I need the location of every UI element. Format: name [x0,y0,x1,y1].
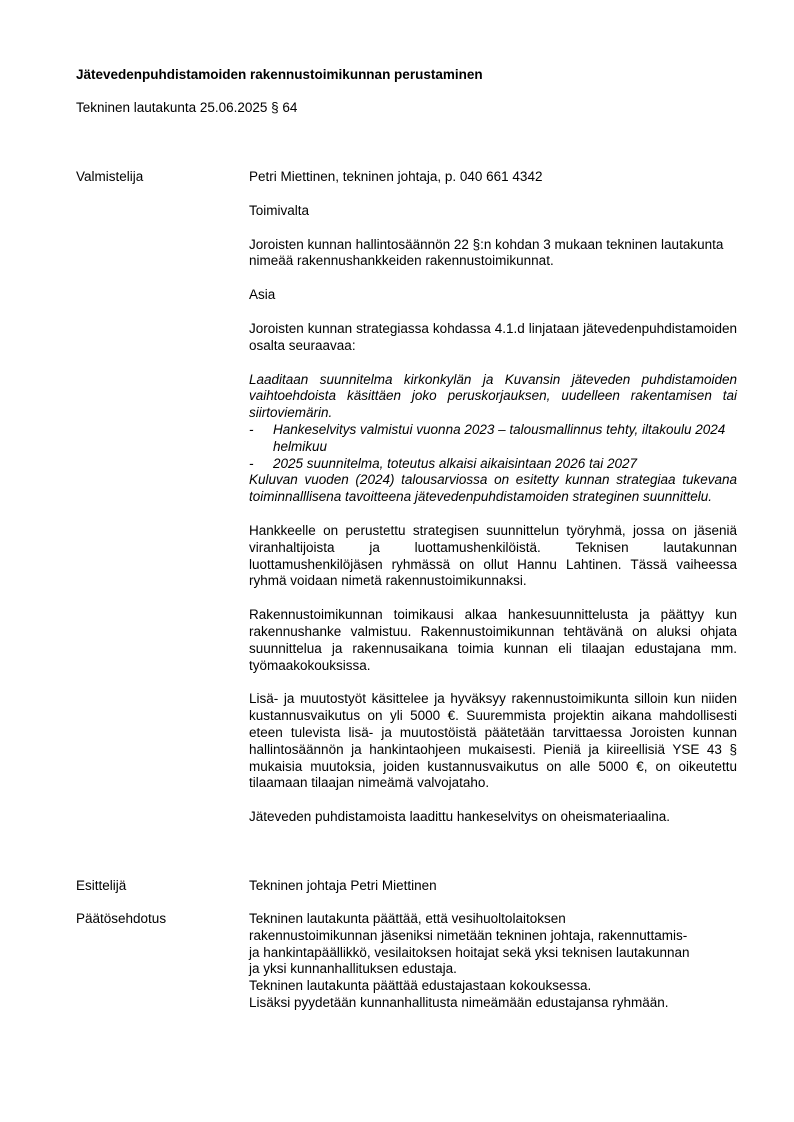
asia-paragraph-4: Jäteveden puhdistamoista laadittu hankeselvitys on oheismateriaalina. [249,809,671,825]
asia-paragraph-1: Hankkeelle on perustettu strategisen suunnittelun työryhmä, jossa on jäseniä viranhaltijoista ja luottamushenkilöistä. Teknisen lautakunnan luottamushenkilöjäsen ryhmässä on ollut Hannu Lahtinen. Tässä vaiheessa ryhmä voidaan nimetä rakennustoimikunnaksi. [249,522,737,589]
quote-bullet-2 [249,456,737,473]
strategy-quote-tail: Kuluvan vuoden (2024) talousarviossa on esitetty kunnan strategiaa tukevana toiminnalllisena tavoitteena jätevedenpuhdistamoiden strateginen suunnittelu. [249,472,737,505]
bullet-marker: - [249,455,254,471]
asia-paragraph-2: Rakennustoimikunnan toimikausi alkaa hankesuunnittelusta ja päättyy kun rakennushanke valmistuu. Rakennustoimikunnan tehtävänä on aluksi ohjata suunnittelua ja rakennusaikana toimia kunnan eli tilaajan edustajana mm. työmaakokouksissa. [249,607,737,673]
valmistelija-value: Petri Miettinen, tekninen johtaja, p. 040 661 4342 [249,169,543,184]
document-title: Jätevedenpuhdistamoiden rakennustoimikunnan perustaminen [76,67,483,82]
toimivalta-text: Joroisten kunnan hallintosäännön 22 §:n kohdan 3 mukaan tekninen lautakunta nimeää rakennushankkeiden rakennustoimikunnat. [249,236,724,269]
valmistelija-label: Valmistelija [76,169,144,184]
asia-heading: Asia [249,287,276,303]
paatosehdotus-label: Päätösehdotus [76,911,167,926]
bullet-text: Hankeselvitys valmistui vuonna 2023 – talousmallinnus tehty, iltakoulu 2024 helmikuu [273,421,726,454]
strategy-quote: Laaditaan suunnitelma kirkonkylän ja Kuvansin jäteveden puhdistamoiden vaihtoehdoista käsittäen joko peruskorjauksen, uudelleen rakentamisen tai siirtoviemärin. [249,371,737,421]
asia-intro: Joroisten kunnan strategiassa kohdassa 4.1.d linjataan jätevedenpuhdistamoiden osalta seuraavaa: [249,320,737,353]
esittelija-label: Esittelijä [76,878,127,893]
asia-paragraph-3: Lisä- ja muutostyöt käsittelee ja hyväksyy rakennustoimikunta silloin kun niiden kustannusvaikutus on yli 5000 €. Suuremmista projektin aikana mahdollisesti eteen tulevista lisä- ja muutostöistä päätetään tarvittaessa Joroisten kunnan hallintosäännön ja hankintaohjeen mukaisesti. Pieniä ja kiireellisiä YSE 43 § mukaisia muutoksia, joiden kustannusvaikutus on alle 5000 €, on oikeutettu tilaamaan tilaajan nimeämä valvojataho. [249,691,737,791]
bullet-marker: - [249,421,254,437]
paatosehdotus-line: Tekninen lautakunta päättää edustajastaan kokouksessa. [249,978,592,994]
paatosehdotus-line: ja yksi kunnanhallituksen edustaja. [249,961,457,977]
toimivalta-heading: Toimivalta [249,202,310,218]
paatosehdotus-line: Lisäksi pyydetään kunnanhallitusta nimeämään edustajansa ryhmään. [249,994,669,1010]
bullet-text: 2025 suunnitelma, toteutus alkaisi aikaisintaan 2026 tai 2027 [273,455,637,471]
main-column [249,169,737,826]
quote-bullet-1 [249,422,737,456]
meeting-reference: Tekninen lautakunta 25.06.2025 § 64 [76,100,298,115]
paatosehdotus-line: ja hankintapäällikkö, vesilaitoksen hoitajat sekä yksi teknisen lautakunnan [249,944,690,960]
paatosehdotus-line: rakennustoimikunnan jäseniksi nimetään tekninen johtaja, rakennuttamis- [249,927,688,943]
paatosehdotus-line: Tekninen lautakunta päättää, että vesihuoltolaitoksen [249,911,566,926]
esittelija-value: Tekninen johtaja Petri Miettinen [249,878,437,893]
paatosehdotus-text [249,911,737,1012]
